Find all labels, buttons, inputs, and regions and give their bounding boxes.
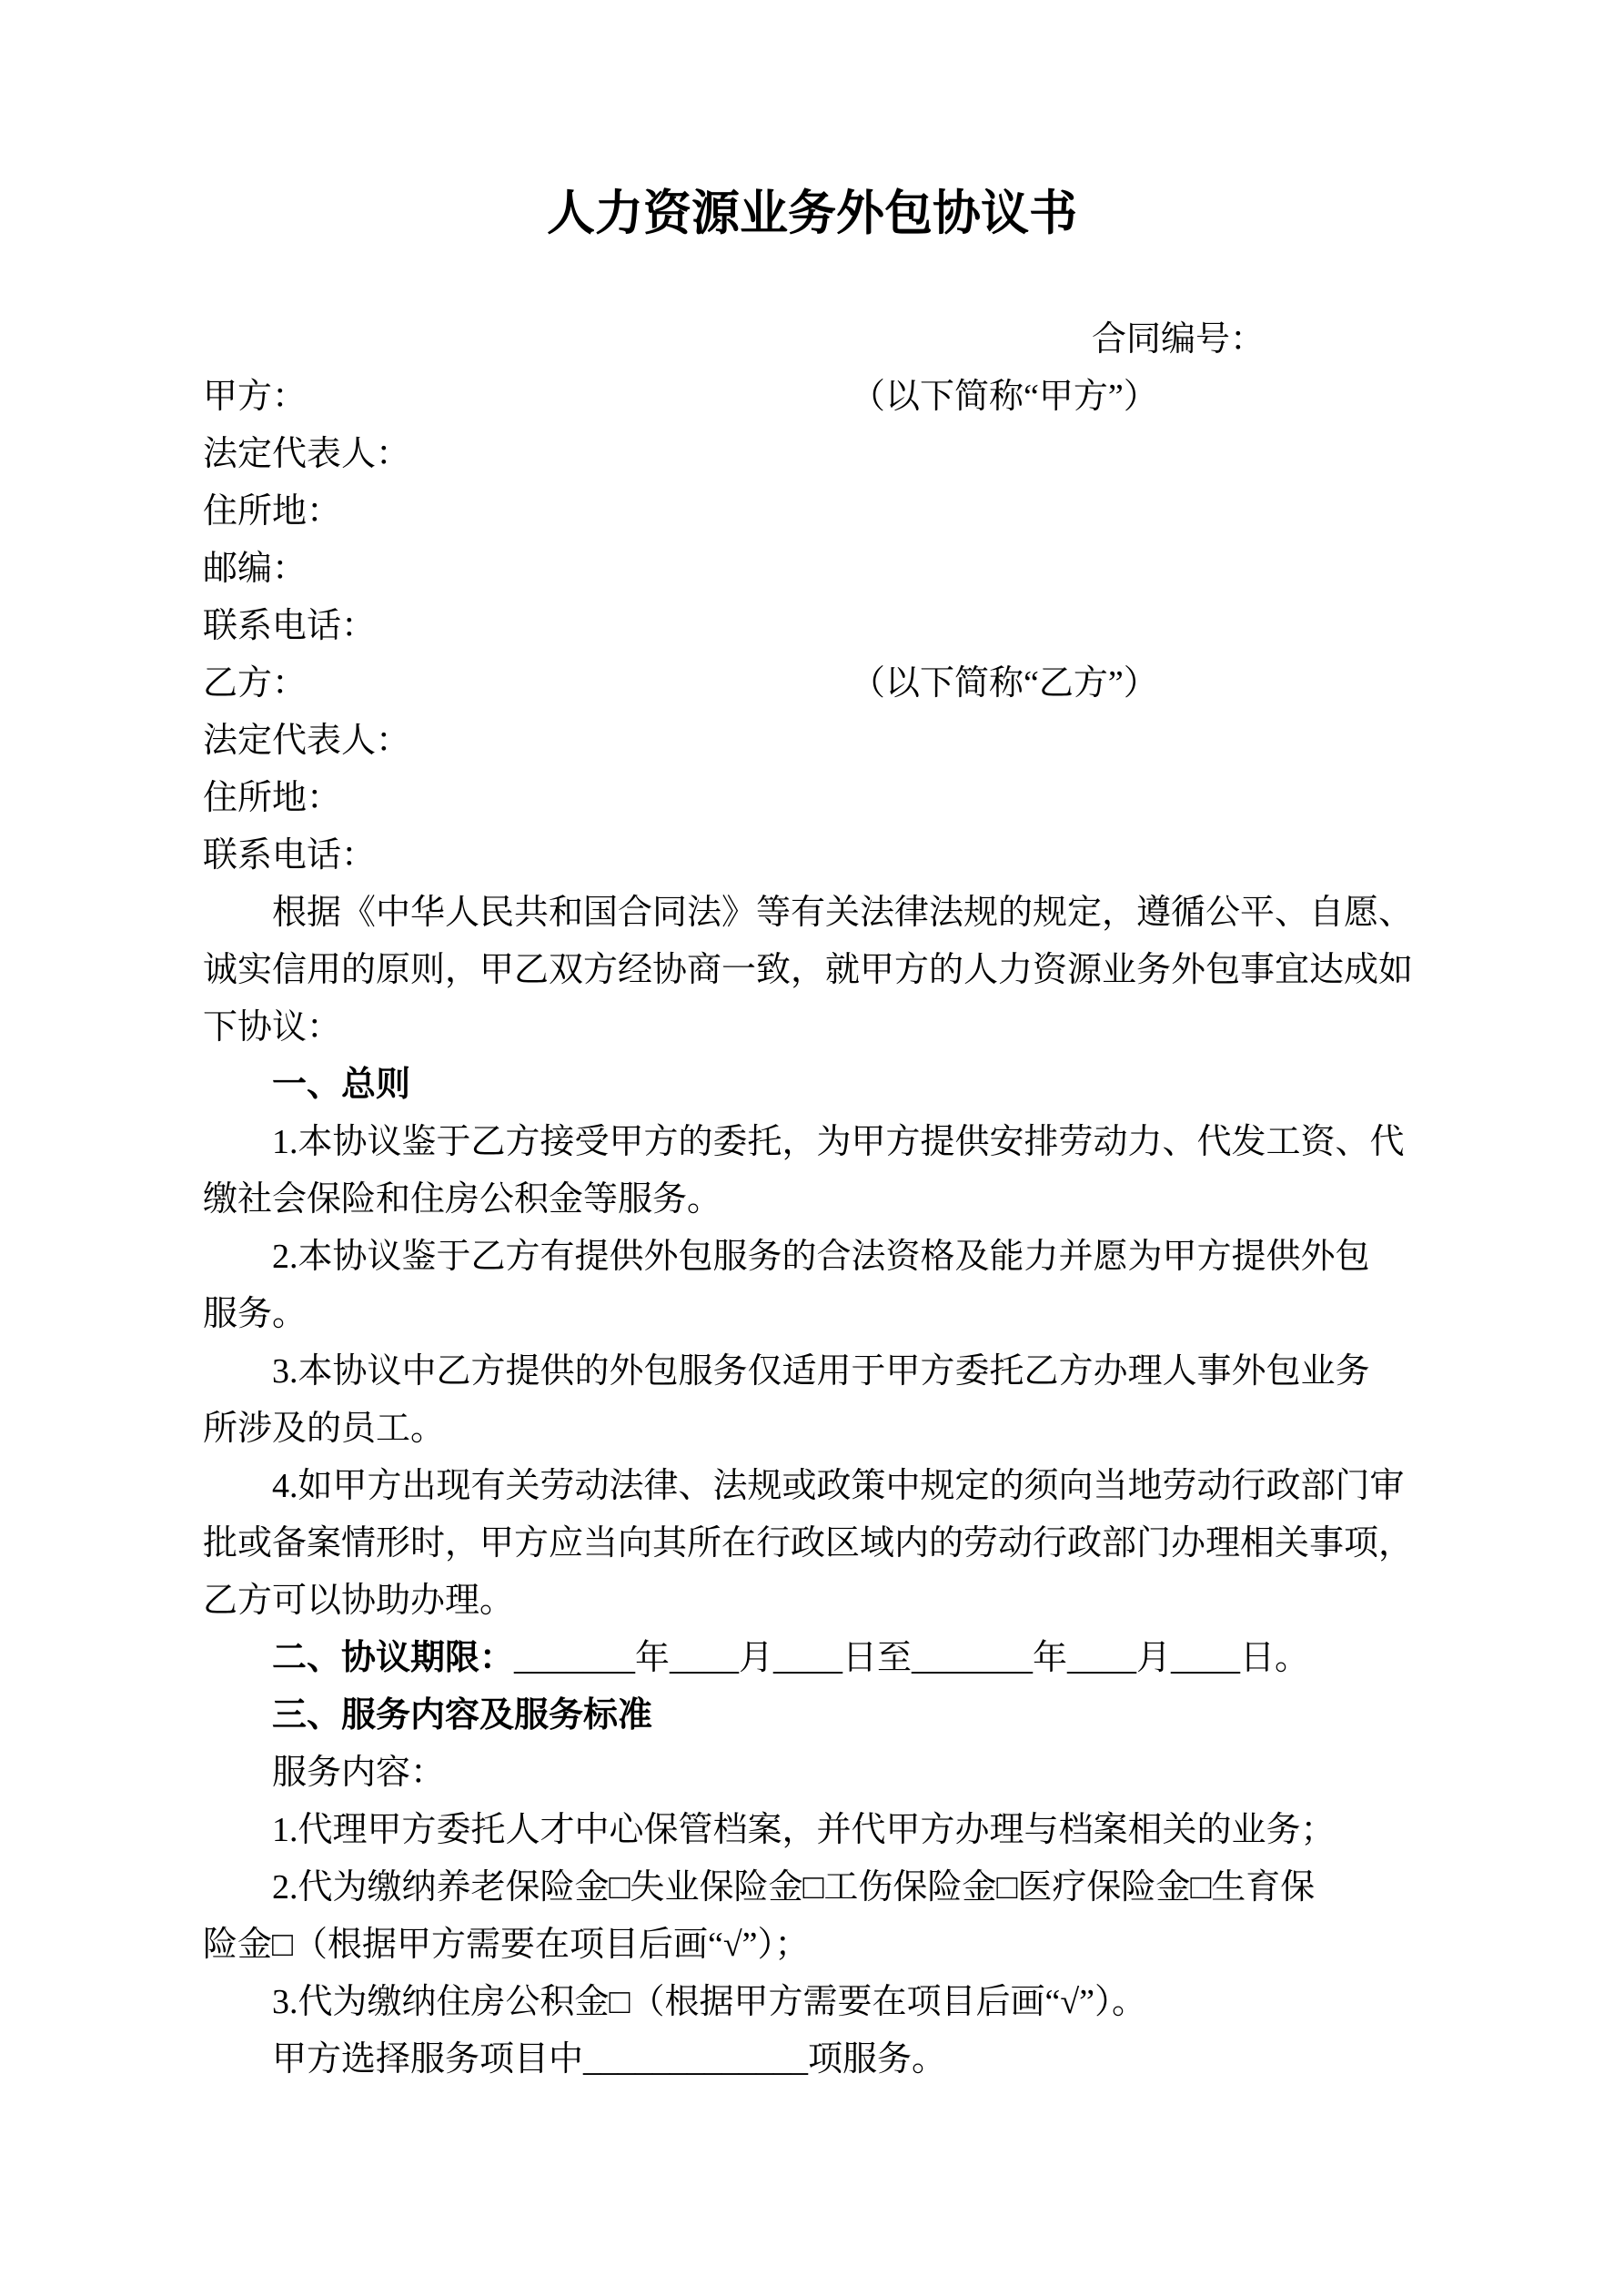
section-1-item-3-line-1: 3.本协议中乙方提供的外包服务仅适用于甲方委托乙方办理人事外包业务 xyxy=(272,1352,1370,1391)
preamble-line-2: 诚实信用的原则，甲乙双方经协商一致，就甲方的人力资源业务外包事宜达成如 xyxy=(203,951,1414,989)
document-title: 人力资源业务外包协议书 xyxy=(547,187,1077,240)
section-1-heading: 一、总则 xyxy=(272,1066,411,1104)
party-a-legal-rep-line: 法定代表人： xyxy=(203,435,411,473)
party-b-label: 乙方： xyxy=(203,664,308,703)
party-a-line xyxy=(203,369,1421,426)
section-1-item-4-line-1: 4.如甲方出现有关劳动法律、法规或政策中规定的须向当地劳动行政部门审 xyxy=(272,1467,1405,1505)
party-b-alias: （以下简称“乙方”） xyxy=(851,664,1158,703)
party-b-address-line: 住所地： xyxy=(203,779,342,817)
preamble-line-3: 下协议： xyxy=(203,1008,342,1047)
preamble-line-1: 根据《中华人民共和国合同法》等有关法律法规的规定，遵循公平、自愿、 xyxy=(272,894,1414,932)
party-b-legal-rep-line: 法定代表人： xyxy=(203,722,411,760)
section-2-term-line xyxy=(203,1630,1421,1687)
party-a-postcode-line: 邮编： xyxy=(203,550,308,588)
contract-number-line xyxy=(203,311,1421,369)
party-a-address-line: 住所地： xyxy=(203,492,342,531)
party-b-phone-line: 联系电话： xyxy=(203,836,377,875)
party-b-line xyxy=(203,655,1421,713)
section-1-item-4-line-2: 批或备案情形时，甲方应当向其所在行政区域内的劳动行政部门办理相关事项， xyxy=(203,1524,1414,1563)
section-1-item-2-line-1: 2.本协议鉴于乙方有提供外包服务的合法资格及能力并愿为甲方提供外包 xyxy=(272,1238,1370,1276)
section-3-item-1: 1.代理甲方委托人才中心保管档案，并代甲方办理与档案相关的业务； xyxy=(272,1811,1336,1849)
section-1-item-1-line-2: 缴社会保险和住房公积金等服务。 xyxy=(203,1180,722,1219)
section-3-subheading: 服务内容： xyxy=(272,1754,446,1792)
section-3-item-2-line-2: 险金□（根据甲方需要在项目后画“√”）； xyxy=(203,1926,810,1964)
section-2-heading: 二、协议期限： xyxy=(272,1639,515,1677)
section-1-item-3-line-2: 所涉及的员工。 xyxy=(203,1410,446,1448)
party-a-alias: （以下简称“甲方”） xyxy=(851,378,1158,416)
section-3-item-3: 3.代为缴纳住房公积金□（根据甲方需要在项目后画“√”）。 xyxy=(272,1983,1147,2021)
section-2-term-blanks: _______年____月____日至_______年____月____日。 xyxy=(514,1639,1310,1677)
section-1-item-1-line-1: 1.本协议鉴于乙方接受甲方的委托，为甲方提供安排劳动力、代发工资、代 xyxy=(272,1123,1405,1161)
party-a-phone-line: 联系电话： xyxy=(203,607,377,645)
section-1-item-2-line-2: 服务。 xyxy=(203,1295,308,1333)
section-3-heading: 三、服务内容及服务标准 xyxy=(272,1696,653,1735)
contract-number-label: 合同编号： xyxy=(1092,320,1266,359)
section-3-item-2-line-1: 2.代为缴纳养老保险金□失业保险金□工伤保险金□医疗保险金□生育保 xyxy=(272,1868,1316,1907)
party-a-label: 甲方： xyxy=(203,378,308,416)
section-3-selection-line: 甲方选择服务项目中_____________项服务。 xyxy=(272,2040,947,2079)
section-1-item-4-line-3: 乙方可以协助办理。 xyxy=(203,1582,515,1620)
